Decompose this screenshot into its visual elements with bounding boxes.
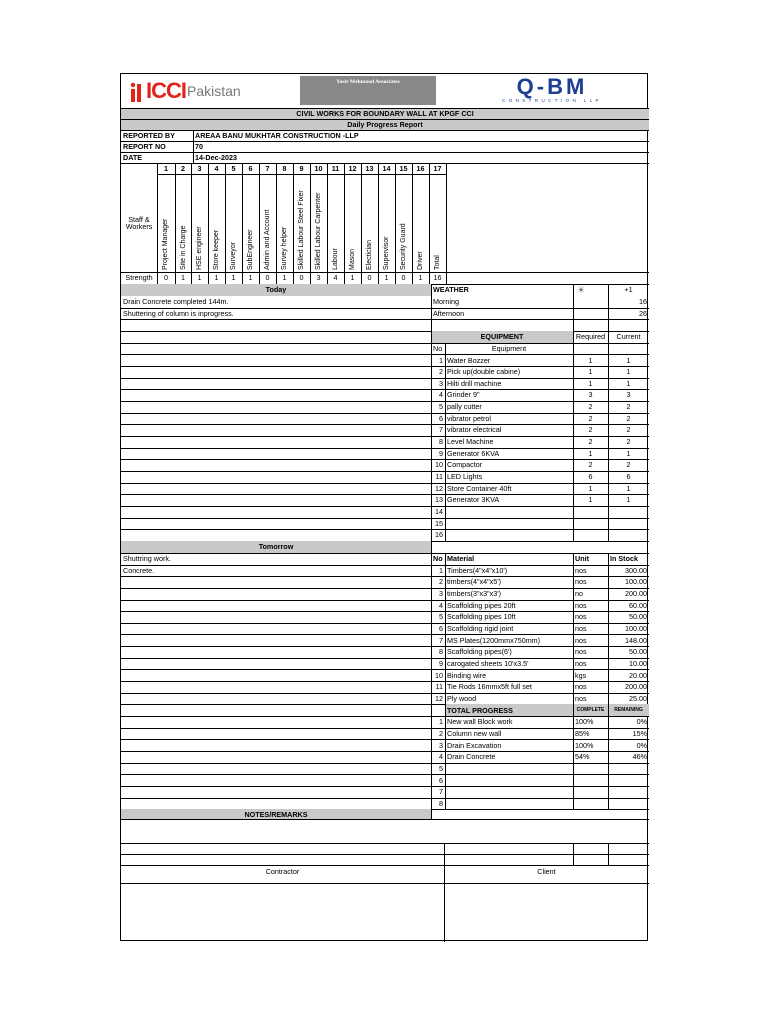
material-stock-header: In Stock: [610, 554, 638, 564]
equipment-row-required: [573, 518, 608, 530]
equipment-row-required: 6: [588, 472, 593, 482]
material-unit-header: Unit: [575, 554, 589, 564]
material-row-name: Tie Rods 16mmx5ft full set: [447, 682, 532, 692]
material-row-no: 12: [435, 693, 443, 703]
material-row-name: carogated sheets 10'x3.5': [447, 659, 529, 669]
material-row-stock: 200.00: [625, 589, 647, 599]
weather-heading: WEATHER: [433, 285, 469, 295]
progress-row-remaining: 0%: [636, 740, 647, 750]
staff-role-label: Skilled Labour Carpenter: [315, 192, 322, 270]
staff-column-number: 4: [214, 163, 219, 173]
equipment-row-name: [445, 529, 573, 541]
progress-row-complete: 54%: [575, 752, 590, 762]
progress-row-remaining: [608, 774, 649, 786]
staff-role-label: SubEngineer: [247, 229, 254, 270]
staff-strength-value: 1: [248, 273, 253, 283]
equipment-row-name: pally cutter: [447, 402, 482, 412]
material-row-stock: 50.00: [629, 647, 647, 657]
info-value: 14-Dec-2023: [195, 152, 237, 162]
tomorrow-item: Shuttring work.: [123, 554, 171, 564]
equipment-row-current: 2: [626, 437, 631, 447]
material-row-no: 1: [439, 565, 443, 575]
material-row-no: 9: [439, 659, 443, 669]
equipment-row-required: 2: [588, 413, 593, 423]
equipment-row-current: [608, 506, 649, 518]
equipment-row-name: [445, 518, 573, 530]
equipment-row-required: 3: [588, 390, 593, 400]
material-row-name: Binding wire: [447, 670, 487, 680]
staff-strength-value: 0: [367, 273, 372, 283]
equipment-row-no: 5: [439, 402, 443, 412]
progress-row-remaining: 0%: [636, 717, 647, 727]
material-row-stock: 10.00: [629, 659, 647, 669]
material-row-unit: no: [575, 589, 583, 599]
material-row-stock: 200.00: [625, 682, 647, 692]
staff-strength-value: 1: [181, 273, 185, 283]
staff-column-number: 10: [314, 163, 323, 173]
staff-column-number: 2: [181, 163, 185, 173]
material-row-unit: nos: [575, 624, 587, 634]
progress-row-name: [445, 786, 573, 798]
material-row-no: 2: [439, 577, 443, 587]
material-row-unit: nos: [575, 600, 587, 610]
material-row-stock: 20.00: [629, 670, 647, 680]
equipment-row-no: 12: [435, 483, 443, 493]
progress-row-name: [445, 798, 573, 810]
staff-role-label: Site in Charge: [180, 225, 187, 270]
staff-column-number: 7: [265, 163, 270, 173]
today-item: Shuttering of column is inprogress.: [123, 308, 234, 318]
material-row-no: 5: [439, 612, 443, 622]
staff-strength-value: 0: [401, 273, 406, 283]
staff-role-label: HSE engineer: [196, 226, 203, 270]
progress-row-remaining: [608, 786, 649, 798]
equipment-name-header: Equipment: [491, 343, 527, 353]
material-row-name: timbers(3"x3"x3'): [447, 589, 502, 599]
staff-strength-value: 16: [433, 273, 442, 283]
material-row-stock: 148.00: [625, 635, 647, 645]
staff-role-label: Skilled Labour Steel Fixer: [298, 190, 305, 270]
associate-logo: Yasir Mehmood Associates: [300, 76, 436, 105]
material-row-no: 10: [435, 670, 443, 680]
equipment-current-header: Current: [616, 332, 641, 342]
today-item: Drain Concrete completed 144m.: [123, 297, 229, 307]
staff-role-label: Admin and Account: [264, 209, 271, 270]
equipment-row-current: 1: [626, 367, 631, 377]
progress-row-no: 4: [439, 752, 443, 762]
material-name-header: Material: [447, 554, 475, 564]
equipment-row-required: 1: [588, 483, 593, 493]
equipment-row-current: 3: [626, 390, 631, 400]
notes-heading: NOTES/REMARKS: [244, 809, 308, 819]
qbm-logo-subtext: CONSTRUCTION LLP: [502, 98, 602, 103]
equipment-required-header: Required: [575, 332, 606, 342]
material-row-unit: nos: [575, 682, 587, 692]
staff-role-label: Mason: [349, 248, 356, 270]
staff-role-label: Security Guard: [400, 223, 407, 270]
staff-role-label: Total: [434, 255, 441, 270]
equipment-row-no: 13: [435, 495, 443, 505]
staff-column-number: 8: [282, 163, 287, 173]
material-row-stock: 300.00: [625, 565, 647, 575]
material-row-name: timbers(4"x4"x5'): [447, 577, 502, 587]
material-row-name: Scaffolding pipes 10ft: [447, 612, 516, 622]
progress-row-name: Column new wall: [447, 728, 502, 738]
material-row-unit: nos: [575, 577, 587, 587]
material-row-no: 8: [439, 647, 443, 657]
progress-heading: TOTAL PROGRESS: [447, 705, 513, 715]
equipment-row-current: 1: [626, 378, 631, 388]
info-label: REPORTED BY: [123, 130, 175, 140]
info-value: 70: [195, 141, 203, 151]
staff-column-number: 9: [299, 163, 304, 173]
equipment-row-current: 1: [626, 448, 631, 458]
equipment-row-name: Water Bozzer: [447, 355, 491, 365]
weather-temperature-value: 16: [639, 297, 647, 307]
equipment-row-no: 8: [439, 437, 443, 447]
material-row-name: Ply wood: [447, 693, 477, 703]
staff-strength-value: 0: [265, 273, 270, 283]
material-row-no: 7: [439, 635, 443, 645]
progress-remaining-header: REMAINING: [614, 706, 643, 713]
equipment-row-required: 1: [588, 355, 593, 365]
material-row-unit: nos: [575, 647, 587, 657]
equipment-row-name: Generator 3KVA: [447, 495, 500, 505]
equipment-row-no: 4: [439, 390, 443, 400]
info-label: REPORT NO: [123, 141, 166, 151]
report-title: CIVIL WORKS FOR BOUNDARY WALL AT KPGF CCI: [296, 108, 474, 118]
material-row-stock: 100.00: [625, 577, 647, 587]
equipment-row-current: 2: [626, 460, 631, 470]
equipment-row-current: 2: [626, 402, 631, 412]
progress-row-no: 2: [439, 728, 443, 738]
material-row-no: 11: [435, 682, 443, 692]
staff-column-number: 16: [416, 163, 425, 173]
staff-strength-value: 1: [350, 273, 355, 283]
equipment-no-header: No: [433, 343, 443, 353]
staff-role-label: Labour: [332, 248, 339, 270]
material-no-header: No: [433, 554, 443, 564]
equipment-row-name: Generator 6KVA: [447, 448, 500, 458]
staff-strength-value: 1: [231, 273, 236, 283]
equipment-row-required: 2: [588, 402, 593, 412]
staff-column-number: 6: [248, 163, 253, 173]
staff-column-number: 5: [231, 163, 236, 173]
weather-icon-note: +1: [624, 285, 633, 295]
progress-row-name: [445, 763, 573, 775]
tomorrow-item: Concrete.: [123, 565, 155, 575]
progress-row-complete: [573, 763, 608, 775]
staff-role-label: Survey helper: [281, 226, 288, 270]
staff-strength-value: 1: [384, 273, 389, 283]
progress-row-name: Drain Concrete: [447, 752, 496, 762]
equipment-row-current: 1: [626, 495, 631, 505]
equipment-row-current: [608, 529, 649, 541]
material-row-unit: nos: [575, 659, 587, 669]
equipment-row-no: 7: [439, 425, 443, 435]
equipment-row-current: 1: [626, 483, 631, 493]
equipment-row-required: [573, 506, 608, 518]
material-row-name: Scaffolding rigid joint: [447, 624, 514, 634]
equipment-row-required: 2: [588, 425, 593, 435]
material-row-unit: nos: [575, 693, 587, 703]
progress-row-complete: 100%: [575, 717, 594, 727]
equipment-row-name: Store Container 40ft: [447, 483, 512, 493]
equipment-row-no: 10: [435, 460, 443, 470]
staff-role-label: Store keeper: [213, 229, 220, 270]
progress-row-no: 5: [439, 763, 443, 773]
equipment-row-current: 2: [626, 425, 631, 435]
staff-workers-label: Staff & Workers: [125, 214, 153, 231]
progress-row-name: New wall Block work: [447, 717, 513, 727]
equipment-row-name: vibrator electrical: [447, 425, 502, 435]
contractor-signature-label: Contractor: [265, 866, 300, 876]
progress-row-no: 6: [439, 775, 443, 785]
progress-row-no: 3: [439, 740, 443, 750]
equipment-row-name: Compactor: [447, 460, 483, 470]
weather-sun-icon: ☀: [577, 285, 586, 295]
equipment-row-no: 14: [435, 507, 443, 517]
staff-role-label: Project Manager: [162, 218, 169, 270]
progress-row-complete: 100%: [575, 740, 594, 750]
progress-row-name: Drain Excavation: [447, 740, 502, 750]
weather-period-label: Afternoon: [433, 308, 465, 318]
icci-logo-text: ICCI: [146, 78, 186, 103]
staff-column-number: 11: [331, 163, 340, 173]
staff-column-number: 13: [365, 163, 374, 173]
material-row-unit: nos: [575, 635, 587, 645]
client-signature-label: Client: [537, 866, 556, 876]
progress-row-no: 1: [439, 717, 443, 727]
icci-logo: [129, 78, 241, 104]
staff-column-number: 3: [197, 163, 202, 173]
equipment-row-no: 11: [435, 472, 443, 482]
info-label: DATE: [123, 152, 143, 162]
staff-strength-value: 1: [214, 273, 219, 283]
material-row-unit: kgs: [575, 670, 587, 680]
material-row-no: 6: [439, 624, 443, 634]
equipment-row-name: Grinder 9": [447, 390, 480, 400]
info-value: AREAA BANU MUKHTAR CONSTRUCTION -LLP: [195, 130, 359, 140]
equipment-row-no: 2: [439, 367, 443, 377]
progress-row-remaining: [608, 763, 649, 775]
progress-row-remaining: [608, 798, 649, 810]
equipment-row-current: 2: [626, 413, 631, 423]
staff-strength-value: 1: [197, 273, 202, 283]
progress-row-complete: [573, 786, 608, 798]
daily-progress-report-sheet: [120, 73, 648, 941]
equipment-row-current: 1: [626, 355, 631, 365]
equipment-row-required: 2: [588, 460, 593, 470]
material-row-stock: 100.00: [625, 624, 647, 634]
staff-strength-value: 0: [299, 273, 304, 283]
material-row-name: Scaffolding pipes 20ft: [447, 600, 516, 610]
material-row-no: 4: [439, 600, 443, 610]
material-row-name: MS Plates(1200mmx750mm): [447, 635, 541, 645]
progress-row-remaining: 46%: [632, 752, 647, 762]
equipment-row-name: [445, 506, 573, 518]
equipment-row-required: [573, 529, 608, 541]
staff-role-label: Surveyor: [230, 241, 237, 270]
staff-role-label: Electician: [366, 240, 373, 270]
equipment-row-required: 2: [588, 437, 593, 447]
equipment-row-required: 1: [588, 367, 593, 377]
qbm-logo-text: Q-BM: [516, 74, 588, 99]
equipment-row-current: 6: [626, 472, 631, 482]
staff-strength-value: 4: [333, 273, 338, 283]
progress-row-complete: [573, 798, 608, 810]
equipment-row-no: 1: [439, 355, 443, 365]
staff-role-label: Supervisor: [383, 236, 390, 270]
material-row-stock: 60.00: [629, 600, 647, 610]
progress-complete-header: COMPLETE: [576, 706, 605, 713]
qbm-logo: [477, 76, 627, 104]
material-row-unit: nos: [575, 612, 587, 622]
equipment-row-no: 6: [439, 413, 443, 423]
icci-flame-icon: [129, 80, 145, 102]
equipment-row-name: vibrator petrol: [447, 413, 491, 423]
equipment-row-no: 3: [439, 378, 443, 388]
staff-column-number: 14: [382, 163, 391, 173]
weather-period-label: Morning: [433, 297, 459, 307]
staff-strength-value: 0: [164, 273, 168, 283]
staff-strength-value: 1: [418, 273, 423, 283]
material-row-name: Scaffolding pipes(6'): [447, 647, 512, 657]
staff-column-number: 15: [399, 163, 408, 173]
material-row-unit: nos: [575, 565, 587, 575]
progress-row-no: 7: [439, 787, 443, 797]
strength-label: Strength: [125, 273, 153, 283]
material-row-stock: 25.00: [629, 693, 647, 703]
equipment-row-required: 1: [588, 495, 593, 505]
equipment-row-name: Level Machine: [447, 437, 494, 447]
staff-strength-value: 3: [316, 273, 321, 283]
today-heading: Today: [265, 285, 287, 295]
weather-temperature-value: 26: [639, 308, 647, 318]
report-subtitle: Daily Progress Report: [347, 119, 423, 129]
staff-strength-value: 1: [282, 273, 287, 283]
equipment-row-name: Hilti drill machine: [447, 378, 502, 388]
tomorrow-heading: Tomorrow: [258, 542, 294, 552]
staff-column-number: 17: [433, 163, 442, 173]
equipment-row-no: 15: [435, 518, 443, 528]
material-row-name: Timbers(4"x4"x10'): [447, 565, 508, 575]
equipment-heading: EQUIPMENT: [480, 332, 524, 342]
equipment-row-name: LED Lights: [447, 472, 483, 482]
equipment-row-current: [608, 518, 649, 530]
equipment-row-required: 1: [588, 378, 593, 388]
icci-logo-subtext: Pakistan: [187, 83, 241, 99]
material-row-stock: 50.00: [629, 612, 647, 622]
staff-column-number: 12: [348, 163, 357, 173]
staff-role-label: Driver: [417, 251, 424, 270]
equipment-row-no: 9: [439, 448, 443, 458]
material-row-no: 3: [439, 589, 443, 599]
progress-row-name: [445, 774, 573, 786]
progress-row-complete: 85%: [575, 728, 590, 738]
equipment-row-required: 1: [588, 448, 593, 458]
equipment-row-name: Pick up(double cabine): [447, 367, 521, 377]
progress-row-complete: [573, 774, 608, 786]
staff-column-number: 1: [164, 163, 168, 173]
progress-row-no: 8: [439, 798, 443, 808]
equipment-row-no: 16: [435, 530, 443, 540]
progress-row-remaining: 15%: [632, 728, 647, 738]
